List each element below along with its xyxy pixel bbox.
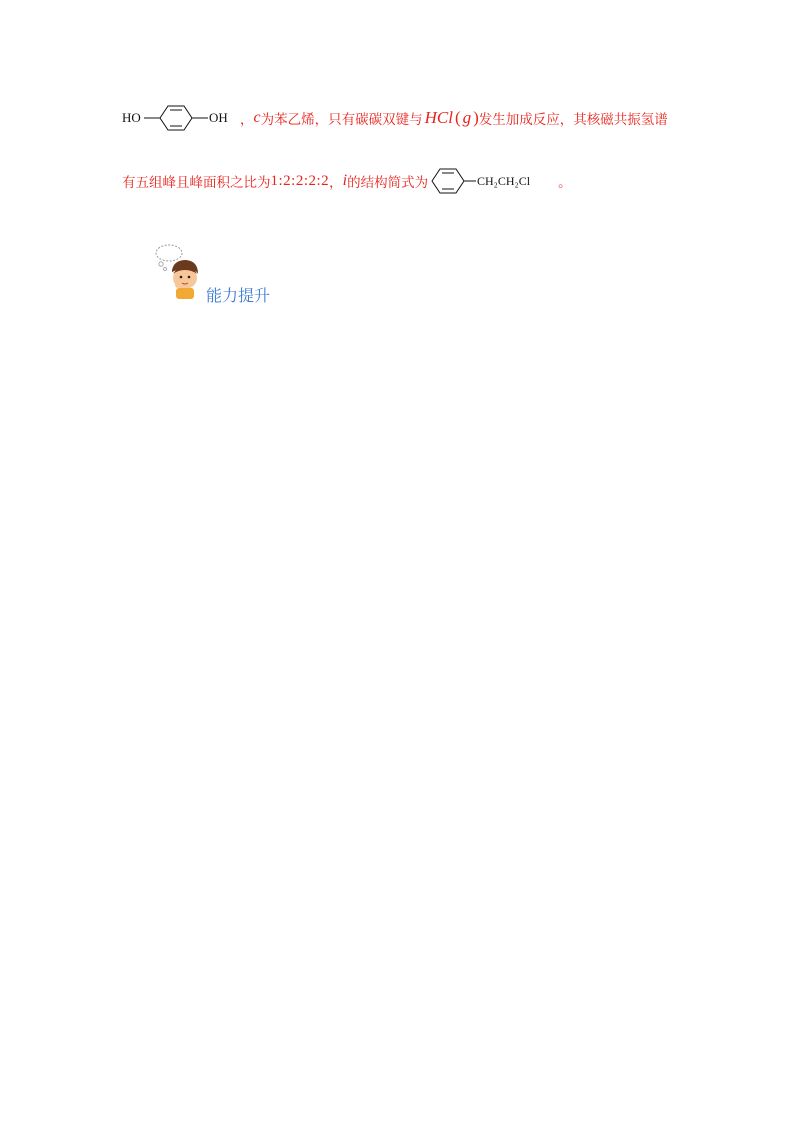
variable-i: i bbox=[342, 172, 348, 189]
answer-line-2 bbox=[122, 167, 572, 195]
formula-hcl: HCl bbox=[424, 108, 453, 127]
paren-open: ( bbox=[454, 108, 461, 127]
hydroquinone-right-group: OH bbox=[209, 110, 228, 125]
variable-g: g bbox=[462, 108, 472, 127]
text-c-description: 为苯乙烯，只有碳碳双键与 bbox=[260, 112, 423, 128]
text-peak-description: 有五组峰且峰面积之比为 bbox=[122, 175, 271, 191]
hydroquinone-structure bbox=[122, 104, 240, 132]
sentence-end: 。 bbox=[558, 175, 572, 191]
section-header bbox=[152, 240, 352, 310]
section-title: 能力提升 bbox=[206, 286, 271, 305]
separator-1: ， bbox=[240, 112, 254, 128]
variable-c: c bbox=[253, 109, 261, 126]
paren-close: ) bbox=[473, 108, 479, 127]
text-i-description: 的结构简式为 bbox=[347, 175, 429, 191]
substituent-chain: CH₂CH₂Cl bbox=[477, 174, 531, 188]
thinking-boy-icon bbox=[152, 240, 208, 300]
peak-area-ratio: 1:2:2:2:2 bbox=[270, 172, 330, 189]
phenylethyl-chloride-structure bbox=[430, 167, 558, 195]
hydroquinone-left-group: HO bbox=[122, 110, 141, 125]
separator-2: ， bbox=[329, 175, 343, 191]
answer-line-1 bbox=[122, 104, 668, 132]
text-after-hcl: 发生加成反应，其核磁共振氢谱 bbox=[478, 112, 668, 128]
